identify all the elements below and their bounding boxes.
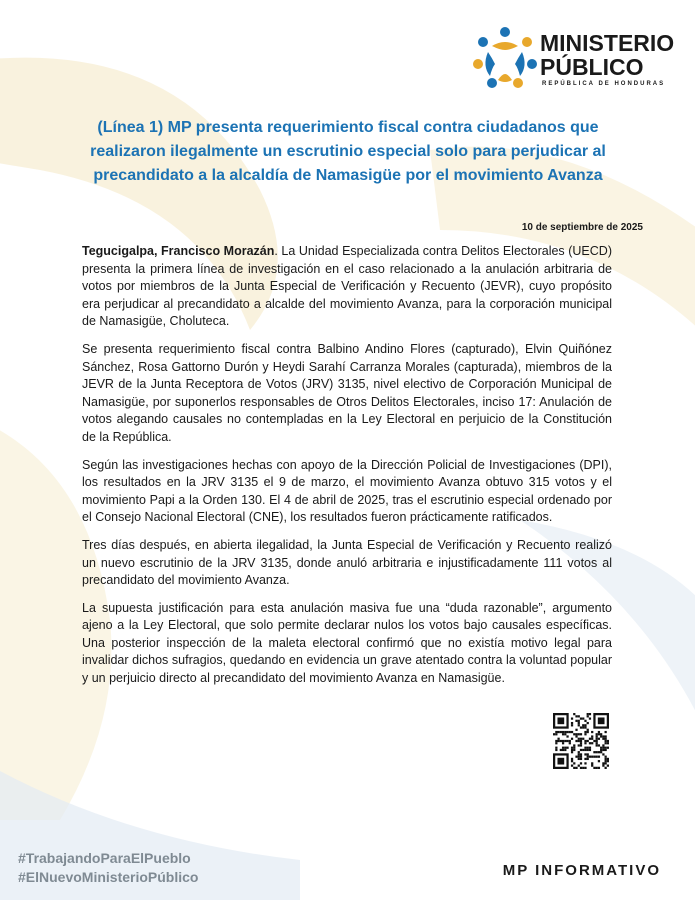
hashtag-nuevo-ministerio[interactable]: #ElNuevoMinisterioPúblico (18, 869, 199, 885)
paragraph-3: Según las investigaciones hechas con apoyo de la Dirección Policial de Investigaciones (DPI), los resultados en la JRV 3135 el 9 de marzo, el movimiento Avanza obtuvo 315 votos y el movimiento Papi a la Orden 130. El 4 de abril de 2025, tras el escrutinio especial ordenado por el Consejo Nacional Electoral (CNE), los resultados fueron prácticamente ratificados. (82, 457, 612, 525)
paragraph-1 (82, 243, 612, 331)
paragraph-2: Se presenta requerimiento fiscal contra Balbino Andino Flores (capturado), Elvin Quiñónez Sánchez, Rosa Gattorno Durón y Heydi Sarahí Carranza Morales (capturada), miembros de la JEVR de la Junta Receptora de Votos (JRV) 3135, nivel electivo de Corporación Municipal de Namasigüe, por suponerlos responsables de Otros Delitos Electorales, inciso 17: Anulación de votos alegando causales no contempladas en la Ley Electoral en perjuicio de la Constitución de la República. (82, 341, 612, 444)
press-release-body (82, 243, 612, 698)
paragraph-4: Tres días después, en abierta ilegalidad, la Junta Especial de Verificación y Recuento realizó un nuevo escrutinio de la JRV 3135, donde anuló arbitraria e injustificadamente 111 votos al precandidato del movimiento Avanza. (82, 537, 612, 588)
people-circle-logo-icon (470, 24, 540, 94)
hashtag-trabajando[interactable]: #TrabajandoParaElPueblo (18, 850, 191, 866)
hashtags (18, 849, 198, 887)
logo-line-2: PÚBLICO (540, 54, 644, 80)
qr-code-icon[interactable] (553, 713, 609, 769)
mp-informativo-brand: MP INFORMATIVO (502, 862, 661, 879)
ministerio-publico-logo (470, 24, 675, 94)
dateline: Tegucigalpa, Francisco Morazán (82, 244, 275, 258)
press-release-title: (Línea 1) MP presenta requerimiento fiscal contra ciudadanos que realizaron ilegalmente un escrutinio especial solo para perjudicar al precandidato a la alcaldía de Namasigüe por el movimiento Avanza (90, 119, 606, 184)
logo-line-1: MINISTERIO (540, 30, 675, 56)
logo-line-3: REPÚBLICA DE HONDURAS (542, 81, 666, 87)
release-date: 10 de septiembre de 2025 (521, 222, 643, 233)
paragraph-5: La supuesta justificación para esta anulación masiva fue una “duda razonable”, argumento ajeno a la Ley Electoral, que solo permite declarar nulos los votos bajo causales específicas. Una posterior inspección de la maleta electoral confirmó que no existía motivo legal para invalidar dichos sufragios, quedando en evidencia un grave atentado contra la voluntad popular y un perjuicio directo al precandidato del movimiento Avanza en Namasigüe. (82, 600, 612, 686)
paragraph-1-text: . La Unidad Especializada contra Delitos Electorales (UECD) presenta la primera línea de investigación en el caso relacionado a la anulación arbitraria de votos por miembros de la Junta Especial de Verificación y Recuento (JEVR), cuyo propósito era perjudicar al precandidato a alcalde del movimiento Avanza, para la corporación municipal de Namasigüe, Choluteca. (82, 244, 612, 329)
